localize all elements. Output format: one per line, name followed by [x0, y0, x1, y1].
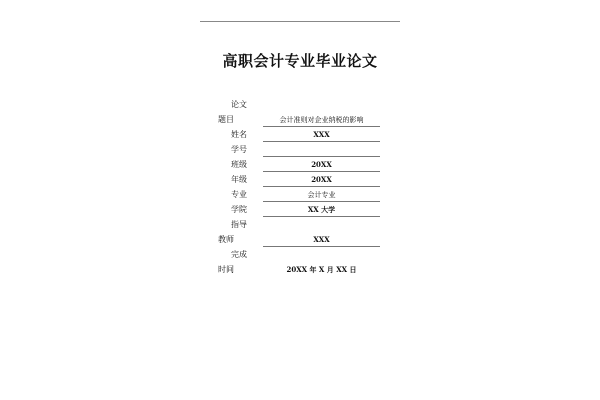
label-paper-line1: 论文: [231, 100, 247, 109]
value-grade: 20XX: [311, 175, 332, 184]
value-class: 20XX: [311, 160, 332, 169]
label-completion-line2: 时间: [218, 265, 234, 274]
label-advisor-line2: 教师: [218, 235, 234, 244]
value-advisor: XXX: [313, 235, 330, 244]
document-title: 高职会计专业毕业论文: [222, 52, 378, 70]
underline-advisor: [263, 246, 380, 247]
value-major: 会计专业: [307, 191, 336, 199]
header-rule: [200, 21, 400, 22]
label-name: 姓名: [231, 130, 247, 139]
underline-grade: [263, 186, 380, 187]
underline-major: [263, 201, 380, 202]
value-name: XXX: [313, 130, 330, 139]
underline-college: [263, 216, 380, 217]
underline-student-id: [263, 156, 380, 157]
label-class: 班级: [231, 160, 247, 169]
value-completion-date: 20XX 年 X 月 XX 日: [286, 265, 357, 274]
label-major: 专业: [231, 190, 247, 199]
label-college: 学院: [231, 205, 247, 214]
label-advisor-line1: 指导: [231, 220, 247, 229]
underline-name: [263, 141, 380, 142]
label-paper-line2: 题目: [218, 115, 234, 124]
value-paper-title: 会计准则对企业纳税的影响: [279, 116, 364, 124]
label-completion-line1: 完成: [231, 250, 247, 259]
value-college: XX 大学: [307, 205, 336, 214]
label-student-id: 学号: [231, 145, 247, 154]
underline-class: [263, 171, 380, 172]
label-grade: 年级: [231, 175, 247, 184]
underline-paper-title: [263, 126, 380, 127]
